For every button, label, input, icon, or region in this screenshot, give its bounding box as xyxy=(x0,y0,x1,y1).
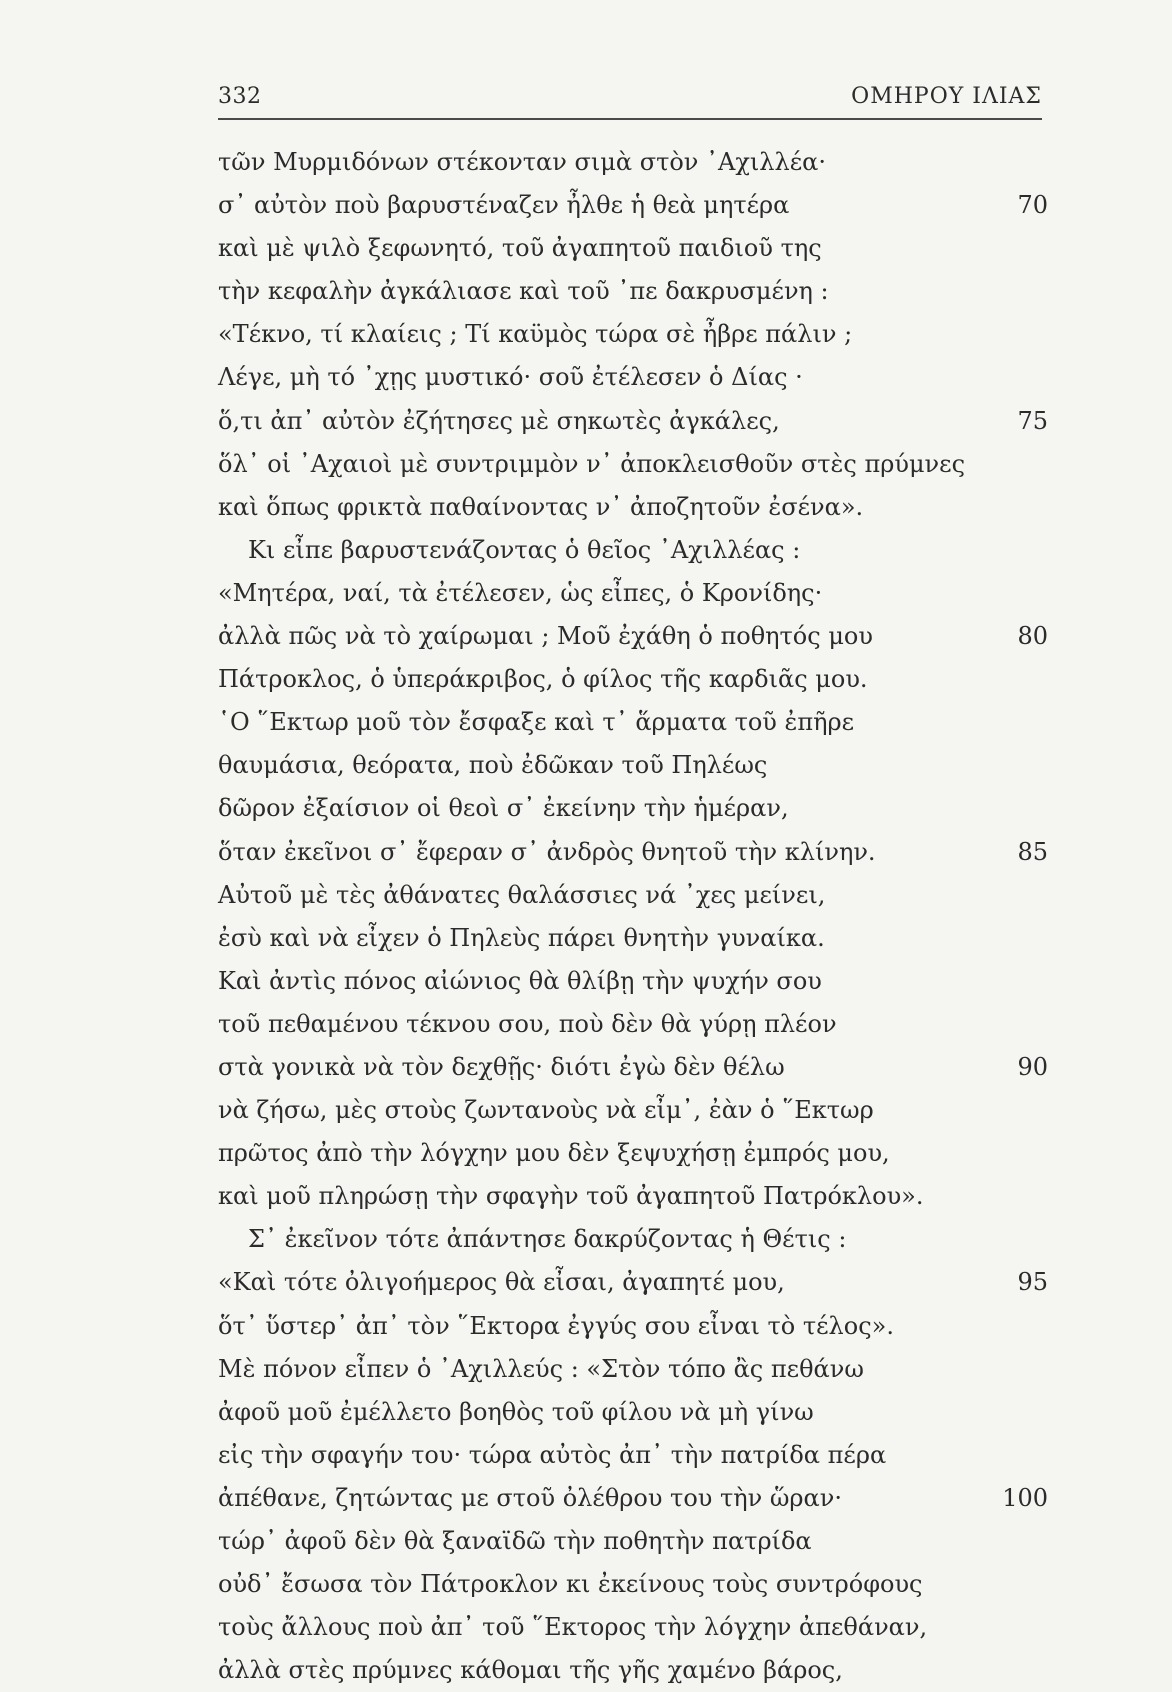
line-number: 90 xyxy=(1017,1052,1048,1081)
verse-text: καὶ μοῦ πληρώσῃ τὴν σφαγὴν τοῦ ἀγαπητοῦ Πατρόκλου». xyxy=(218,1182,924,1211)
verse-line xyxy=(218,400,1048,443)
verse-line xyxy=(218,917,1048,960)
line-number: 75 xyxy=(1017,406,1048,435)
verse-line xyxy=(218,529,1048,572)
verse-line xyxy=(218,1563,1048,1606)
verse-text: ὅταν ἐκεῖνοι σ᾿ ἔφεραν σ᾿ ἀνδρὸς θνητοῦ τὴν κλίνην. xyxy=(218,837,876,866)
verse-line xyxy=(218,1649,1048,1692)
verse-line xyxy=(218,1089,1048,1132)
verse-text: «Τέκνο, τί κλαίεις ; Τί καϋμὸς τώρα σὲ ἦβρε πάλιν ; xyxy=(218,320,853,349)
verse-line xyxy=(218,831,1048,874)
verse-line xyxy=(218,701,1048,744)
verse-line xyxy=(218,960,1048,1003)
verse-text: εἰς τὴν σφαγήν του· τώρα αὐτὸς ἀπ᾿ τὴν πατρίδα πέρα xyxy=(218,1440,887,1469)
verse-line xyxy=(218,615,1048,658)
verse-line xyxy=(218,356,1048,399)
verse-text: δῶρον ἐξαίσιον οἱ θεοὶ σ᾿ ἐκείνην τὴν ἡμέραν, xyxy=(218,794,789,823)
verse-line xyxy=(218,227,1048,270)
verse-text: ἀπέθανε, ζητώντας με στοῦ ὀλέθρου του τὴν ὥραν· xyxy=(218,1483,842,1512)
verse-line xyxy=(218,1305,1048,1348)
verse-text: καὶ μὲ ψιλὸ ξεφωνητό, τοῦ ἀγαπητοῦ παιδιοῦ της xyxy=(218,234,822,263)
verse-text: ἐσὺ καὶ νὰ εἶχεν ὁ Πηλεὺς πάρει θνητὴν γυναίκα. xyxy=(218,923,825,952)
verse-text: ἀλλὰ στὲς πρύμνες κάθομαι τῆς γῆς χαμένο βάρος, xyxy=(218,1656,843,1685)
verse-line xyxy=(218,658,1048,701)
verse-text: Καὶ ἀντὶς πόνος αἰώνιος θὰ θλίβῃ τὴν ψυχήν σου xyxy=(218,966,822,995)
verse-text: Κι εἶπε βαρυστενάζοντας ὁ θεῖος ᾿Αχιλλέας : xyxy=(248,535,801,564)
verse-line xyxy=(218,1391,1048,1434)
verse-line xyxy=(218,572,1048,615)
verse-text: πρῶτος ἀπὸ τὴν λόγχην μου δὲν ξεψυχήσῃ ἐμπρός μου, xyxy=(218,1139,890,1168)
verse-line xyxy=(218,1606,1048,1649)
verse-line xyxy=(218,270,1048,313)
verse-text: καὶ ὅπως φρικτὰ παθαίνοντας ν᾿ ἀποζητοῦν ἐσένα». xyxy=(218,492,864,521)
verse-line xyxy=(218,1132,1048,1175)
verse-text: ὅτ᾿ ὕστερ᾿ ἀπ᾿ τὸν ῞Εκτορα ἐγγύς σου εἶναι τὸ τέλος». xyxy=(218,1311,894,1340)
verse-text: Σ᾿ ἐκεῖνον τότε ἀπάντησε δακρύζοντας ἡ Θέτις : xyxy=(248,1225,847,1254)
verse-line xyxy=(218,1003,1048,1046)
verse-text: τῶν Μυρμιδόνων στέκονταν σιμὰ στὸν ᾿Αχιλλέα· xyxy=(218,148,826,176)
page-header xyxy=(218,78,1042,120)
verse-line xyxy=(218,313,1048,356)
verse-text: νὰ ζήσω, μὲς στοὺς ζωντανοὺς νὰ εἶμ᾿, ἐὰν ὁ ῞Εκτωρ xyxy=(218,1096,874,1125)
verse-text: ὅλ᾿ οἱ ᾿Αχαιοὶ μὲ συντριμμὸν ν᾿ ἀποκλεισθοῦν στὲς πρύμνες xyxy=(218,449,966,478)
verse-text: τὴν κεφαλὴν ἀγκάλιασε καὶ τοῦ ᾿πε δακρυσμένη : xyxy=(218,277,829,306)
verse-text: οὐδ᾿ ἔσωσα τὸν Πάτροκλον κι ἐκείνους τοὺς συντρόφους xyxy=(218,1570,923,1599)
verse-text: Πάτροκλος, ὁ ὑπεράκριβος, ὁ φίλος τῆς καρδιᾶς μου. xyxy=(218,665,868,694)
verse-line xyxy=(218,1520,1048,1563)
line-number: 85 xyxy=(1017,837,1048,866)
verse-line xyxy=(218,744,1048,787)
verse-line xyxy=(218,1477,1048,1520)
verse-text: στὰ γονικὰ νὰ τὸν δεχθῇς· διότι ἐγὼ δὲν θέλω xyxy=(218,1052,785,1081)
verse-text: θαυμάσια, θεόρατα, ποὺ ἐδῶκαν τοῦ Πηλέως xyxy=(218,751,768,780)
verse-text: Αὐτοῦ μὲ τὲς ἀθάνατες θαλάσσιες νά ᾿χες μείνει, xyxy=(218,880,826,909)
verse-text: ῾Ο ῞Εκτωρ μοῦ τὸν ἔσφαξε καὶ τ᾿ ἅρματα τοῦ ἐπῆρε xyxy=(218,708,855,737)
verse-text: «Καὶ τότε ὀλιγοήμερος θὰ εἶσαι, ἀγαπητέ μου, xyxy=(218,1268,785,1297)
verse-line xyxy=(218,1175,1048,1218)
verse-list xyxy=(218,141,1048,1692)
verse-line xyxy=(218,141,1048,184)
verse-line xyxy=(218,1348,1048,1391)
verse-text: τώρ᾿ ἀφοῦ δὲν θὰ ξαναϊδῶ τὴν ποθητὴν πατρίδα xyxy=(218,1527,812,1555)
verse-text: τοῦ πεθαμένου τέκνου σου, ποὺ δὲν θὰ γύρῃ πλέον xyxy=(218,1009,837,1038)
line-number: 95 xyxy=(1017,1268,1048,1297)
verse-text: «Μητέρα, ναί, τὰ ἐτέλεσεν, ὡς εἶπες, ὁ Κρονίδης· xyxy=(218,578,823,607)
verse-text: τοὺς ἄλλους ποὺ ἀπ᾿ τοῦ ῞Εκτορος τὴν λόγχην ἀπεθάναν, xyxy=(218,1613,928,1642)
verse-text: σ᾿ αὐτὸν ποὺ βαρυστέναζεν ἦλθε ἡ θεὰ μητέρα xyxy=(218,191,790,220)
verse-line xyxy=(218,1046,1048,1089)
page-number: 332 xyxy=(218,84,262,109)
verse-line xyxy=(218,874,1048,917)
verse-line xyxy=(218,184,1048,227)
verse-text: ὅ,τι ἀπ᾿ αὐτὸν ἐζήτησες μὲ σηκωτὲς ἀγκάλες, xyxy=(218,406,780,435)
line-number: 80 xyxy=(1017,622,1048,651)
verse-text: ἀφοῦ μοῦ ἐμέλλετο βοηθὸς τοῦ φίλου νὰ μὴ γίνω xyxy=(218,1397,814,1426)
verse-text: Μὲ πόνον εἶπεν ὁ ᾿Αχιλλεύς : «Στὸν τόπο ἂς πεθάνω xyxy=(218,1354,864,1383)
verse-line xyxy=(218,1434,1048,1477)
verse-text: ἀλλὰ πῶς νὰ τὸ χαίρωμαι ; Μοῦ ἐχάθη ὁ ποθητός μου xyxy=(218,622,873,651)
verse-line xyxy=(218,443,1048,486)
verse-line xyxy=(218,1218,1048,1261)
verse-line xyxy=(218,787,1048,830)
running-title: ΟΜΗΡΟΥ ΙΛΙΑΣ xyxy=(851,84,1042,109)
verse-line xyxy=(218,1261,1048,1304)
line-number: 70 xyxy=(1017,191,1048,220)
line-number: 100 xyxy=(1002,1483,1048,1512)
verse-text: Λέγε, μὴ τό ᾿χῃς μυστικό· σοῦ ἐτέλεσεν ὁ Δίας · xyxy=(218,363,803,392)
verse-line xyxy=(218,486,1048,529)
